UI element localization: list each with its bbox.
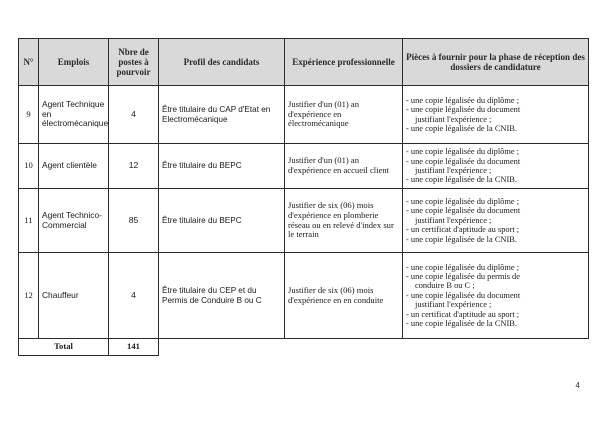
row-emploi: Agent Technique en électromécanique (39, 86, 109, 144)
row-postes: 85 (109, 189, 159, 253)
piece-line: - une copie légalisée du document (406, 290, 521, 300)
piece-line: - une copie légalisée de la CNIB. (406, 175, 517, 185)
piece-line: - une copie légalisée du diplôme ; (406, 262, 520, 272)
row-profil: Être titulaire du CAP d'Etat en Electromécanique (159, 86, 285, 144)
row-number: 12 (19, 253, 39, 339)
row-pieces (403, 86, 589, 144)
row-postes: 12 (109, 144, 159, 189)
piece-line: - une copie légalisée du document (406, 105, 521, 115)
piece-line: - une copie légalisée du document (406, 206, 521, 216)
row-pieces (403, 189, 589, 253)
table-row (19, 253, 589, 339)
empty-cell (159, 339, 285, 356)
row-emploi: Agent clientèle (39, 144, 109, 189)
piece-line: conduire B ou C ; (415, 281, 475, 291)
row-pieces (403, 144, 589, 189)
row-experience: Justifier d'un (01) an d'expérience en électromécanique (285, 86, 403, 144)
row-experience: Justifier de six (06) mois d'expérience en en conduite (285, 253, 403, 339)
row-number: 9 (19, 86, 39, 144)
row-number: 11 (19, 189, 39, 253)
piece-line: - une copie légalisée du permis de (406, 271, 520, 281)
piece-line: justifiant l'expérience ; (415, 215, 492, 225)
piece-line: - une copie légalisée du diplôme ; (406, 95, 520, 105)
header-profil: Profil des candidats (159, 39, 285, 86)
table-header-row (19, 39, 589, 86)
row-pieces (403, 253, 589, 339)
piece-line: - un certificat d'aptitude au sport ; (406, 309, 520, 319)
table-row (19, 144, 589, 189)
piece-line: - un certificat d'aptitude au sport ; (406, 225, 520, 235)
recruitment-table (18, 38, 589, 356)
total-label: Total (19, 339, 109, 356)
header-experience: Expérience professionnelle (285, 39, 403, 86)
row-experience: Justifier de six (06) mois d'expérience en plomberie réseau ou en relevé d'index sur le terrain (285, 189, 403, 253)
row-profil: Être titulaire du CEP et du Permis de Conduire B ou C (159, 253, 285, 339)
row-postes: 4 (109, 253, 159, 339)
empty-cell (403, 339, 589, 356)
total-value: 141 (109, 339, 159, 356)
piece-line: - une copie légalisée de la CNIB. (406, 123, 517, 133)
piece-line: - une copie légalisée du document (406, 156, 521, 166)
piece-line: - une copie légalisée du diplôme ; (406, 147, 520, 157)
row-emploi: Agent Technico-Commercial (39, 189, 109, 253)
piece-line: justifiant l'expérience ; (415, 114, 492, 124)
piece-line: - une copie légalisée de la CNIB. (406, 319, 517, 329)
empty-cell (285, 339, 403, 356)
row-profil: Être titulaire du BEPC (159, 189, 285, 253)
piece-line: justifiant l'expérience ; (415, 300, 492, 310)
row-profil: Être titulaire du BEPC (159, 144, 285, 189)
table-row (19, 189, 589, 253)
row-postes: 4 (109, 86, 159, 144)
piece-line: - une copie légalisée de la CNIB. (406, 234, 517, 244)
header-emplois: Emplois (39, 39, 109, 86)
piece-line: - une copie légalisée du diplôme ; (406, 196, 520, 206)
piece-line: justifiant l'expérience ; (415, 166, 492, 175)
page-number: 4 (575, 381, 580, 390)
header-number: N° (19, 39, 39, 86)
total-row (19, 339, 589, 356)
row-experience: Justifier d'un (01) an d'expérience en accueil client (285, 144, 403, 189)
header-pieces: Pièces à fournir pour la phase de réception des dossiers de candidature (403, 39, 589, 86)
header-postes: Nbre de postes à pourvoir (109, 39, 159, 86)
table-row (19, 86, 589, 144)
row-emploi: Chauffeur (39, 253, 109, 339)
row-number: 10 (19, 144, 39, 189)
